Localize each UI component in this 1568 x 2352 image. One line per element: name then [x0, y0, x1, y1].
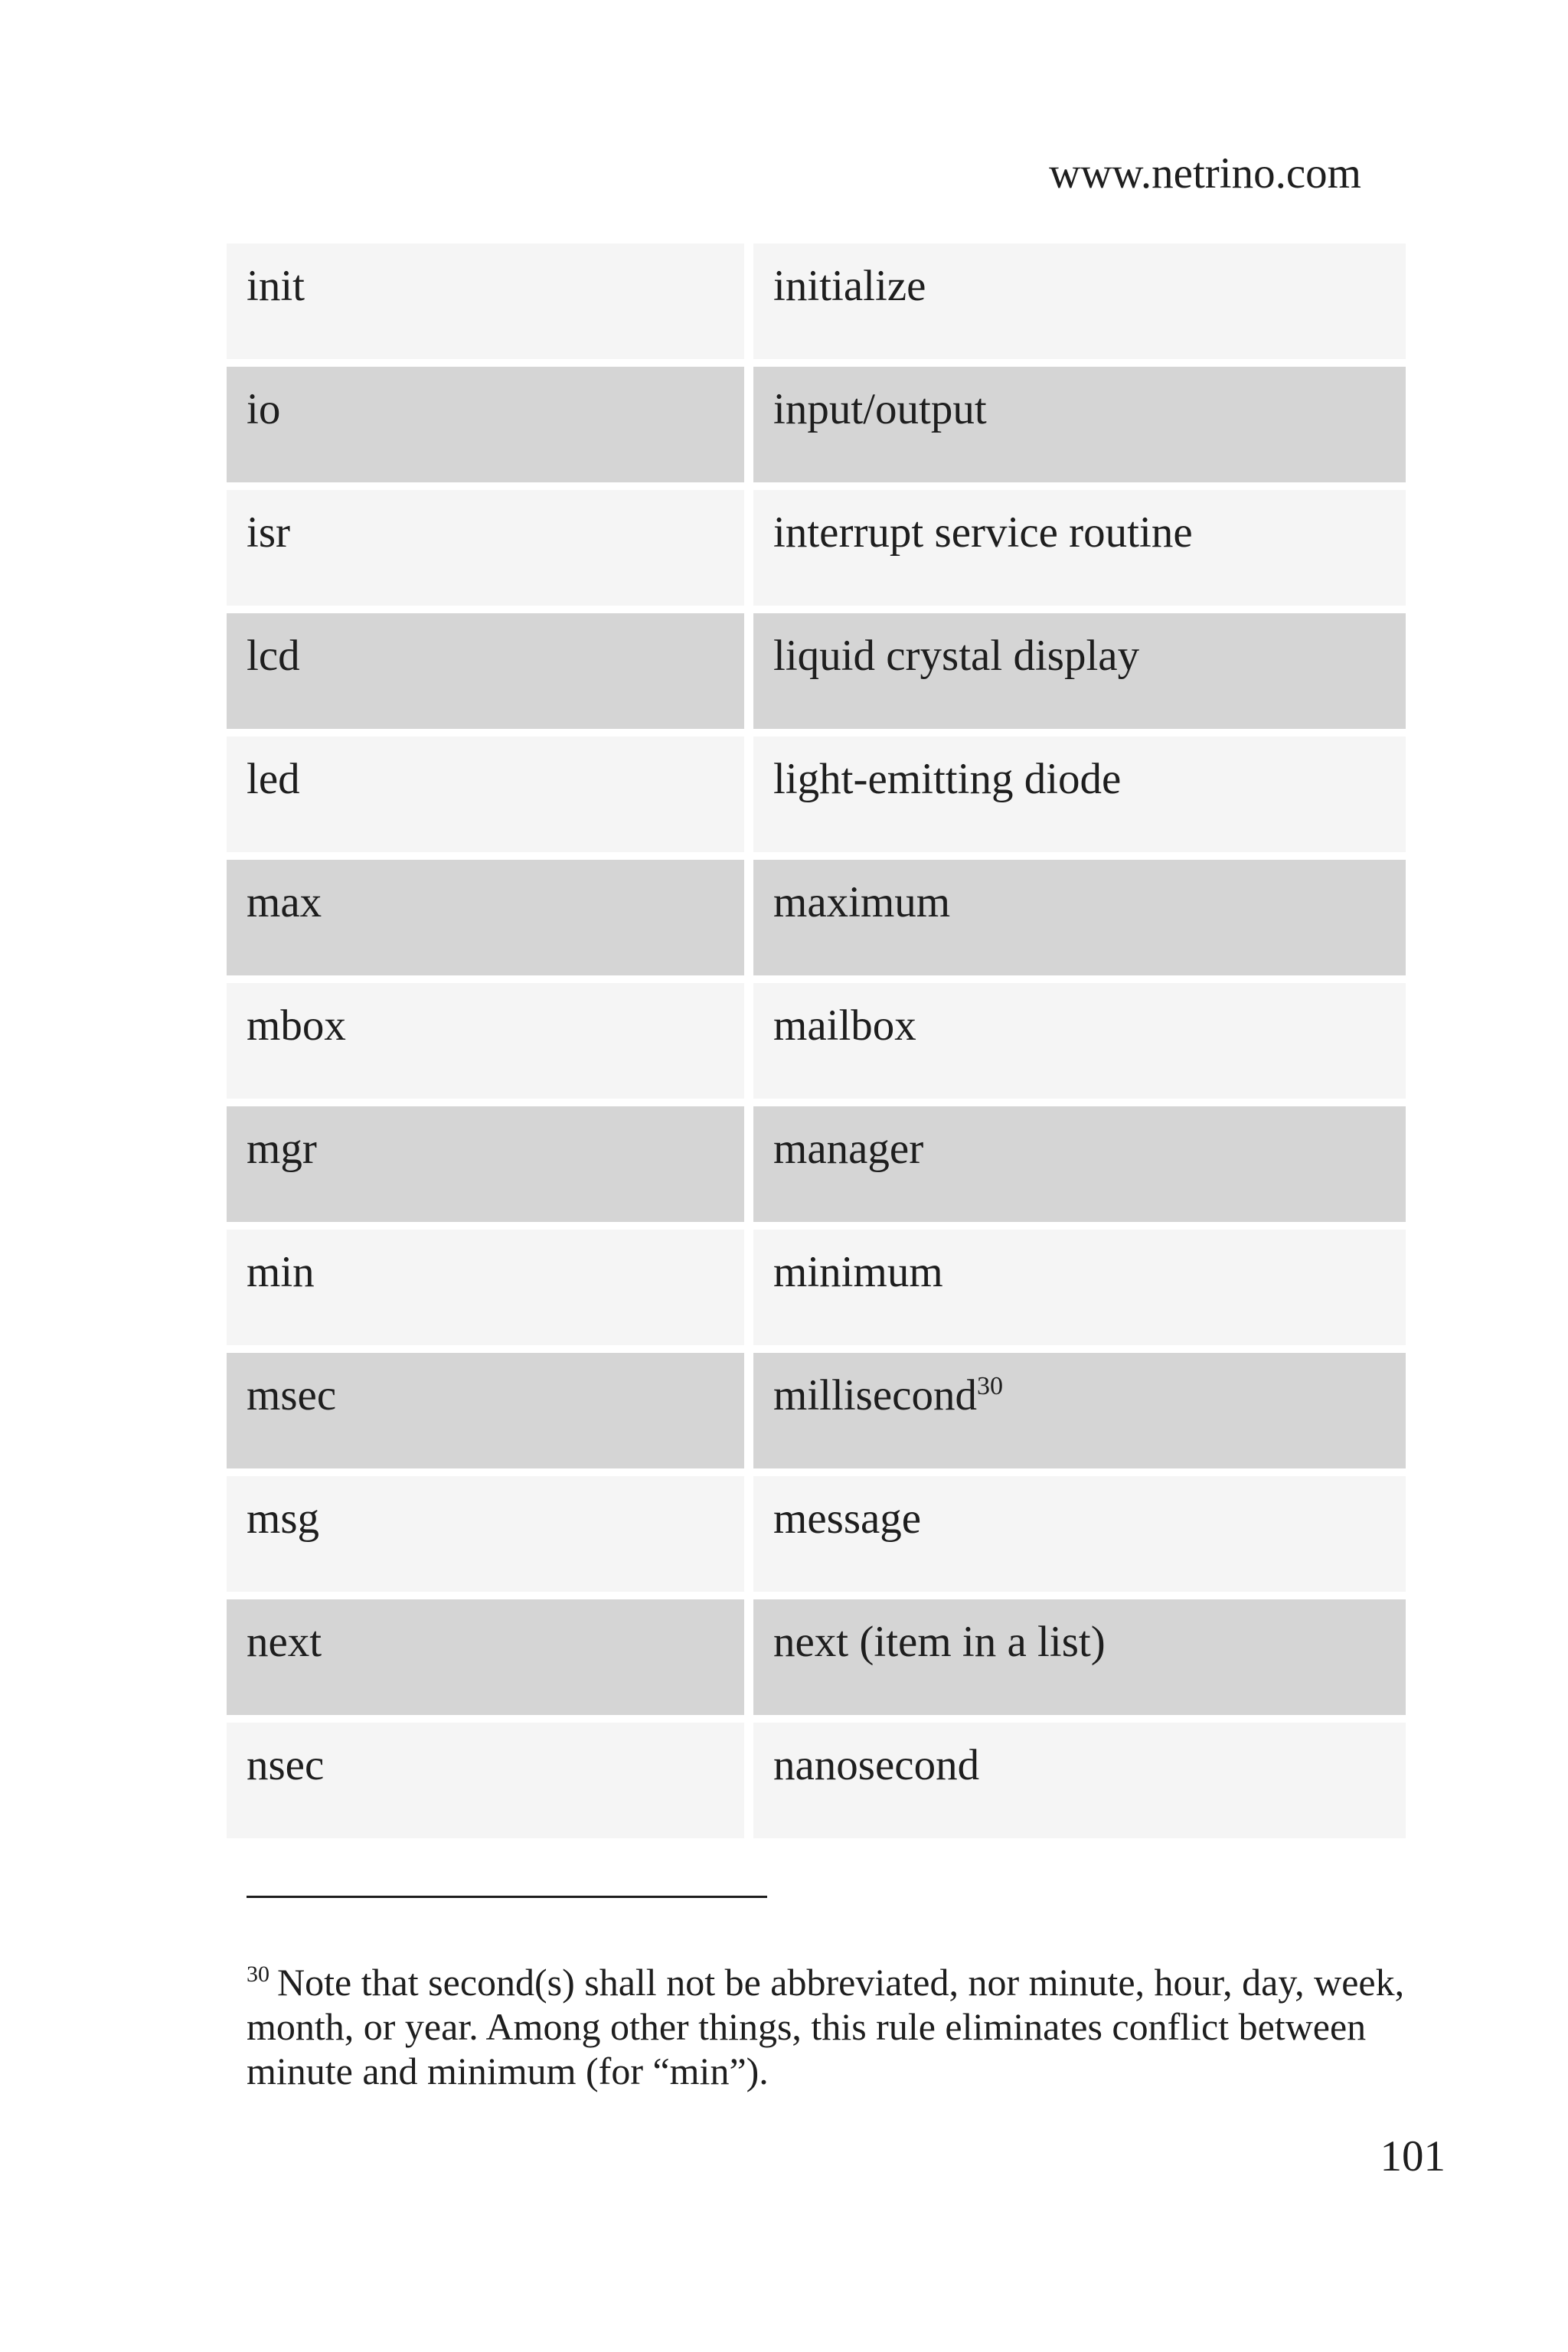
- table-row: [227, 1476, 1406, 1592]
- table-row: [227, 1599, 1406, 1715]
- meaning-text: millisecond: [773, 1371, 977, 1419]
- meaning-cell: [753, 1353, 1406, 1468]
- meaning-text: interrupt service routine: [773, 508, 1193, 557]
- meaning-text: mailbox: [773, 1001, 916, 1050]
- abbreviation-cell: lcd: [227, 613, 744, 729]
- meaning-cell: [753, 367, 1406, 482]
- footnote-text: Note that second(s) shall not be abbreviated, nor minute, hour, day, week, month, or year. Among other things, this rule eliminates conflict between minute and minimum (for “min”).: [247, 1961, 1405, 2092]
- table-row: [227, 243, 1406, 359]
- abbreviation-cell: io: [227, 367, 744, 482]
- abbreviation-cell: min: [227, 1230, 744, 1345]
- page-number: 101: [1380, 2132, 1446, 2180]
- table-row: [227, 860, 1406, 975]
- table-row: [227, 367, 1406, 482]
- meaning-cell: [753, 737, 1406, 852]
- abbreviation-cell: msg: [227, 1476, 744, 1592]
- meaning-cell: [753, 243, 1406, 359]
- table-row: [227, 983, 1406, 1099]
- meaning-text: manager: [773, 1125, 924, 1173]
- table-row: [227, 1353, 1406, 1468]
- meaning-cell: [753, 613, 1406, 729]
- table-row: [227, 1723, 1406, 1838]
- meaning-text: liquid crystal display: [773, 632, 1140, 680]
- meaning-cell: [753, 490, 1406, 606]
- meaning-cell: [753, 1476, 1406, 1592]
- footnote-number: 30: [247, 1962, 270, 1988]
- abbreviation-cell: led: [227, 737, 744, 852]
- table-row: [227, 613, 1406, 729]
- meaning-cell: [753, 1723, 1406, 1838]
- meaning-cell: [753, 1230, 1406, 1345]
- abbreviation-cell: nsec: [227, 1723, 744, 1838]
- abbreviation-table: [227, 243, 1406, 1846]
- abbreviation-cell: msec: [227, 1353, 744, 1468]
- footnote-reference: 30: [976, 1372, 1003, 1400]
- meaning-cell: [753, 860, 1406, 975]
- meaning-cell: [753, 1599, 1406, 1715]
- abbreviation-cell: mgr: [227, 1106, 744, 1222]
- meaning-text: next (item in a list): [773, 1618, 1106, 1666]
- footnote-divider: [247, 1896, 767, 1898]
- meaning-text: input/output: [773, 385, 987, 433]
- meaning-text: minimum: [773, 1248, 943, 1296]
- abbreviation-cell: isr: [227, 490, 744, 606]
- meaning-cell: [753, 983, 1406, 1099]
- abbreviation-cell: init: [227, 243, 744, 359]
- meaning-text: initialize: [773, 262, 926, 310]
- header-url: www.netrino.com: [1049, 149, 1361, 198]
- abbreviation-cell: next: [227, 1599, 744, 1715]
- abbreviation-cell: max: [227, 860, 744, 975]
- meaning-text: light-emitting diode: [773, 755, 1122, 803]
- table-row: [227, 1106, 1406, 1222]
- meaning-text: nanosecond: [773, 1741, 980, 1789]
- meaning-text: maximum: [773, 878, 951, 926]
- abbreviation-cell: mbox: [227, 983, 744, 1099]
- footnote: [247, 1960, 1426, 2093]
- table-row: [227, 1230, 1406, 1345]
- meaning-cell: [753, 1106, 1406, 1222]
- meaning-text: message: [773, 1494, 922, 1543]
- table-row: [227, 490, 1406, 606]
- table-row: [227, 737, 1406, 852]
